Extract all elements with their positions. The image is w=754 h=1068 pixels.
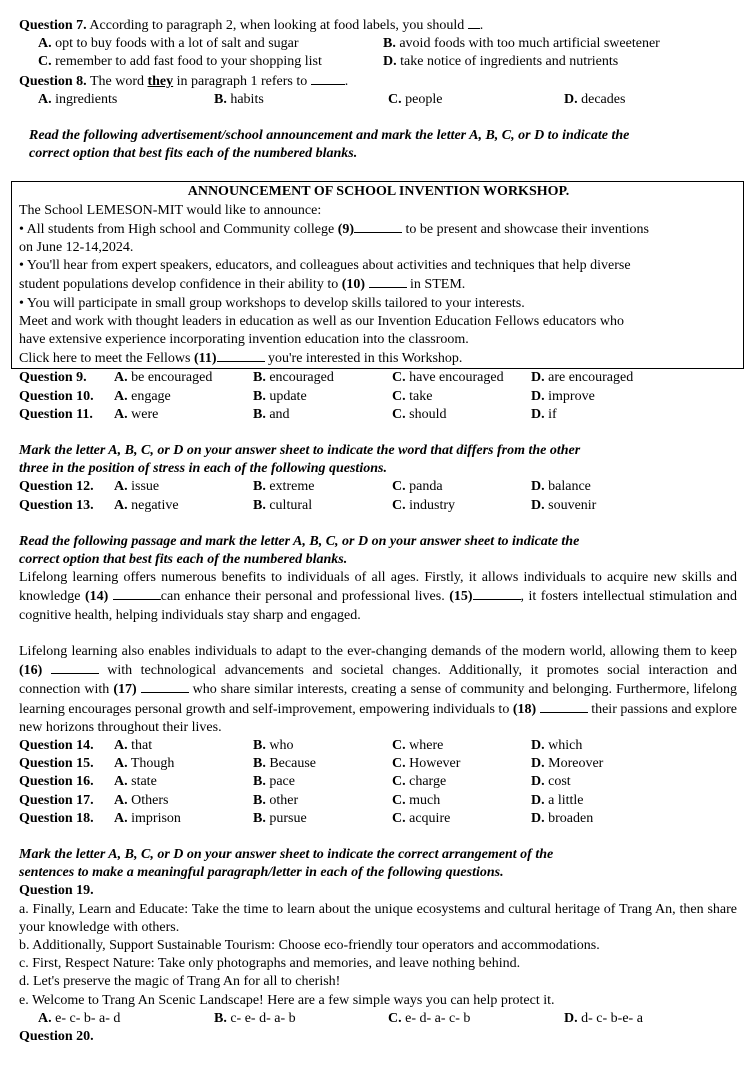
answer-blank — [311, 72, 345, 85]
question-8: Question 8. The word they in paragraph 1 refers to . — [19, 73, 349, 89]
announcement-title: ANNOUNCEMENT OF SCHOOL INVENTION WORKSHOP. — [187, 184, 570, 200]
answer-blank — [113, 587, 161, 600]
question-18: Question 18. A. imprison B. pursue C. acquire D. broaden — [19, 810, 594, 826]
answer-blank — [141, 680, 189, 693]
option-b: habits — [230, 91, 264, 107]
option-c: remember to add fast food to your shopping list — [55, 54, 322, 70]
question-12: Question 12. A. issue B. extreme C. panda D. balance — [19, 479, 591, 495]
question-16: Question 16. A. state B. pace C. charge D. cost — [19, 774, 571, 790]
instruction-line: correct option that best fits each of the numbered blanks. — [19, 552, 348, 568]
sentence-a: a. Finally, Learn and Educate: Take the time to learn about the unique ecosystems and cultural heritage of Trang An, then share your knowledge with others. — [19, 901, 737, 935]
answer-blank — [369, 275, 407, 288]
sentence-e: e. Welcome to Trang An Scenic Landscape! Here are a few simple ways you can help protect it. — [19, 992, 555, 1008]
instruction-line: Mark the letter A, B, C, or D on your answer sheet to indicate the word that differs from the other — [19, 443, 581, 459]
sentence-d: d. Let's preserve the magic of Trang An for all to cherish! — [19, 974, 341, 990]
instruction-line: Read the following passage and mark the letter A, B, C, or D on your answer sheet to indicate the — [19, 533, 580, 549]
option-a: ingredients — [55, 91, 118, 107]
instruction-line: sentences to make a meaningful paragraph/letter in each of the following questions. — [19, 865, 504, 881]
question-7-options-row-1: A. opt to buy foods with a lot of salt and sugar B. avoid foods with too much artificial sweetener — [38, 36, 660, 52]
option-b: avoid foods with too much artificial sweetener — [399, 36, 660, 52]
sentence-b: b. Additionally, Support Sustainable Tourism: Choose eco-friendly tour operators and accommodations. — [19, 937, 600, 953]
instruction-line: three in the position of stress in each of the following questions. — [19, 461, 387, 477]
question-13: Question 13. A. negative B. cultural C. industry D. souvenir — [19, 497, 597, 513]
question-17: Question 17. A. Others B. other C. much D. a little — [19, 792, 584, 808]
option-c: people — [405, 91, 443, 107]
option-a: opt to buy foods with a lot of salt and sugar — [55, 36, 299, 52]
question-19-options: A. e- c- b- a- d B. c- e- d- a- b C. e- d- a- c- b D. d- c- b-e- a — [38, 1010, 643, 1026]
underlined-word: they — [147, 73, 174, 89]
question-7-options-row-2: C. remember to add fast food to your shopping list D. take notice of ingredients and nutrients — [38, 54, 619, 70]
option-d: take notice of ingredients and nutrients — [400, 54, 619, 70]
question-20-label: Question 20. — [19, 1028, 94, 1044]
instruction-line: correct option that best fits each of the numbered blanks. — [29, 146, 358, 162]
worksheet-page — [19, 16, 737, 1046]
answer-blank — [468, 16, 480, 29]
answer-blank — [473, 587, 521, 600]
sentence-c: c. First, Respect Nature: Take only photographs and memories, and leave nothing behind. — [19, 956, 521, 972]
instruction-line: Mark the letter A, B, C, or D on your answer sheet to indicate the correct arrangement of the — [19, 846, 554, 862]
passage-paragraph-1: Lifelong learning offers numerous benefits to individuals of all ages. Firstly, it allows individuals to acquire new skills and knowledge (14) can enhance their personal and professional lives. (15) , it fosters intellectual stimulation and cognitive health, helping individuals stay sharp and engaged. — [19, 570, 738, 623]
question-7: Question 7. According to paragraph 2, when looking at food labels, you should . — [19, 18, 484, 33]
question-14: Question 14. A. that B. who C. where D. which — [19, 737, 583, 753]
question-stem: According to paragraph 2, when looking at food labels, you should — [89, 18, 465, 33]
passage-paragraph-2: Lifelong learning also enables individuals to adapt to the ever-changing demands of the modern world, allowing them to keep (16) with technological advancements and societal changes. Additionally, it promotes social interaction and connection with (17) who share similar interests, creating a sense of community and belonging. Furthermore, lifelong learning encourages personal growth and self-improvement, empowering individuals to (18) their passions and explore new horizons throughout their lives. — [19, 643, 738, 735]
answer-blank — [51, 661, 99, 674]
answer-blank — [354, 220, 402, 233]
question-9: Question 9. A. be encouraged B. encouraged C. have encouraged D. are encouraged — [19, 370, 634, 386]
question-label: Question 7. — [19, 18, 87, 33]
question-19-label: Question 19. — [19, 883, 94, 899]
question-8-options: A. ingredients B. habits C. people D. decades — [38, 91, 626, 107]
announcement-box: ANNOUNCEMENT OF SCHOOL INVENTION WORKSHOP. The School LEMESON-MIT would like to announce: • All students from High school and Community college (9) to be present and showcase their inventions on June 12-14,2024. • You'll hear from expert speakers, educators, and colleagues about activities and techniques that help diverse student populations develop confidence in their ability to (10) in STEM. • You will participate in small group workshops to develop skills tailored to your interests. Meet and work with thought leaders in education as well as our Invention Education Fellows educators who have extensive experience incorporating invention education into the classroom. Click here to meet the Fellows (11) you're interested in this Workshop. — [11, 181, 744, 369]
question-label: Question 8. — [19, 73, 87, 89]
instruction-line: Read the following advertisement/school announcement and mark the letter A, B, C, or D to indicate the — [29, 128, 630, 144]
answer-blank — [540, 700, 588, 713]
question-11: Question 11. A. were B. and C. should D. if — [19, 406, 557, 422]
question-15: Question 15. A. Though B. Because C. However D. Moreover — [19, 756, 604, 772]
question-10: Question 10. A. engage B. update C. take D. improve — [19, 388, 595, 404]
option-d: decades — [581, 91, 626, 107]
answer-blank — [217, 349, 265, 362]
